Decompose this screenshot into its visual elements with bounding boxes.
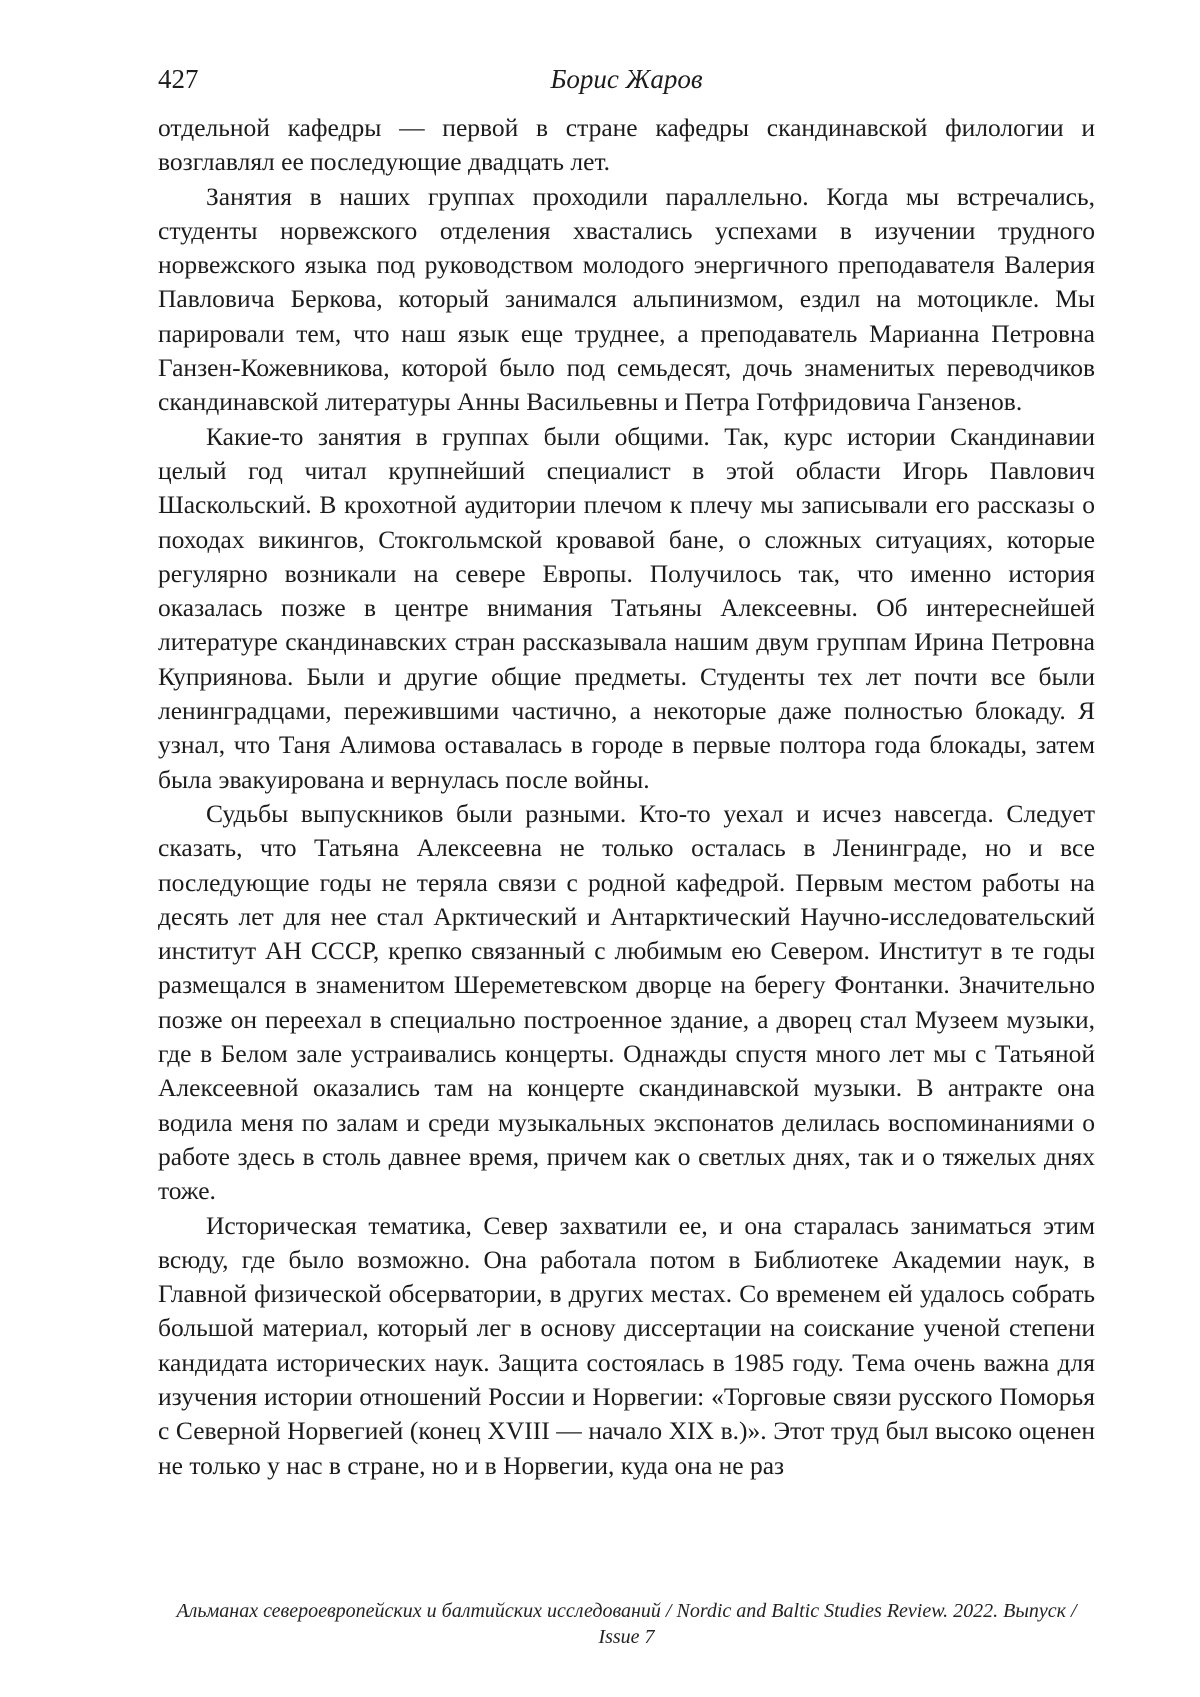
- body-paragraph: Судьбы выпускников были разными. Кто-то уехал и исчез навсегда. Следует сказать, что Татьяна Алексеевна не только осталась в Ленинграде, но и все последующие годы не теряла связи с родной кафедрой. Первым местом работы на десять лет для нее стал Арктический и Антарктический Научно-исследовательский институт АН СССР, крепко связанный с любимым ею Севером. Институт в те годы размещался в знаменитом Шереметевском дворце на берегу Фонтанки. Значительно позже он переехал в специально построенное здание, а дворец стал Музеем музыки, где в Белом зале устраивались концерты. Однажды спустя много лет мы с Татьяной Алексеевной оказались там на концерте скандинавской музыки. В антракте она водила меня по залам и среди музыкальных экспонатов делилась воспоминаниями о работе здесь в столь давнее время, причем как о светлых днях, так и о тяжелых днях тоже.: [158, 798, 1095, 1206]
- page-number: 427: [158, 64, 199, 94]
- running-head-author: Борис Жаров: [550, 64, 703, 94]
- body-paragraph: Какие-то занятия в группах были общими. Так, курс истории Скандинавии целый год читал крупнейший специалист в этой области Игорь Павлович Шаскольский. В крохотной аудитории плечом к плечу мы записывали его рассказы о походах викингов, Стокгольмской кровавой бане, о сложных ситуациях, которые регулярно возникали на севере Европы. Получилось так, что именно история оказалась позже в центре внимания Татьяны Алексеевны. Об интереснейшей литературе скандинавских стран рассказывала нашим двум группам Ирина Петровна Куприянова. Были и другие общие предметы. Студенты тех лет почти все были ленинградцами, пережившими частично, а некоторые даже полностью блокаду. Я узнал, что Таня Алимова оставалась в городе в первые полтора года блокады, затем была эвакуирована и вернулась после войны.: [158, 421, 1095, 794]
- body-paragraph: Историческая тематика, Север захватили ее, и она старалась заниматься этим всюду, где было возможно. Она работала потом в Библиотеке Академии наук, в Главной физической обсерватории, в других местах. Со временем ей удалось собрать большой материал, который лег в основу диссертации на соискание ученой степени кандидата исторических наук. Защита состоялась в 1985 году. Тема очень важна для изучения истории отношений России и Норвегии: «Торговые связи русского Поморья с Северной Норвегией (конец XVIII — начало XIX в.)». Этот труд был высоко оценен не только у нас в стране, но и в Норвегии, куда она не раз: [158, 1210, 1095, 1480]
- page-header: [158, 62, 1095, 96]
- body-text-block: [158, 111, 1095, 1483]
- journal-footer: Альманах североевропейских и балтийских исследований / Nordic and Baltic Studies Review. 2022. Выпуск / Issue 7: [176, 1600, 1077, 1648]
- body-paragraph: отдельной кафедры — первой в стране кафедры скандинавской филологии и возглавлял ее последующие двадцать лет.: [158, 113, 1095, 177]
- body-paragraph: Занятия в наших группах проходили параллельно. Когда мы встречались, студенты норвежского отделения хвастались успехами в изучении трудного норвежского языка под руководством молодого энергичного преподавателя Валерия Павловича Беркова, который занимался альпинизмом, ездил на мотоцикле. Мы парировали тем, что наш язык еще труднее, а преподаватель Марианна Петровна Ганзен-Кожевникова, которой было под семьдесят, дочь знаменитых переводчиков скандинавской литературы Анны Васильевны и Петра Готфридовича Ганзенов.: [158, 181, 1095, 417]
